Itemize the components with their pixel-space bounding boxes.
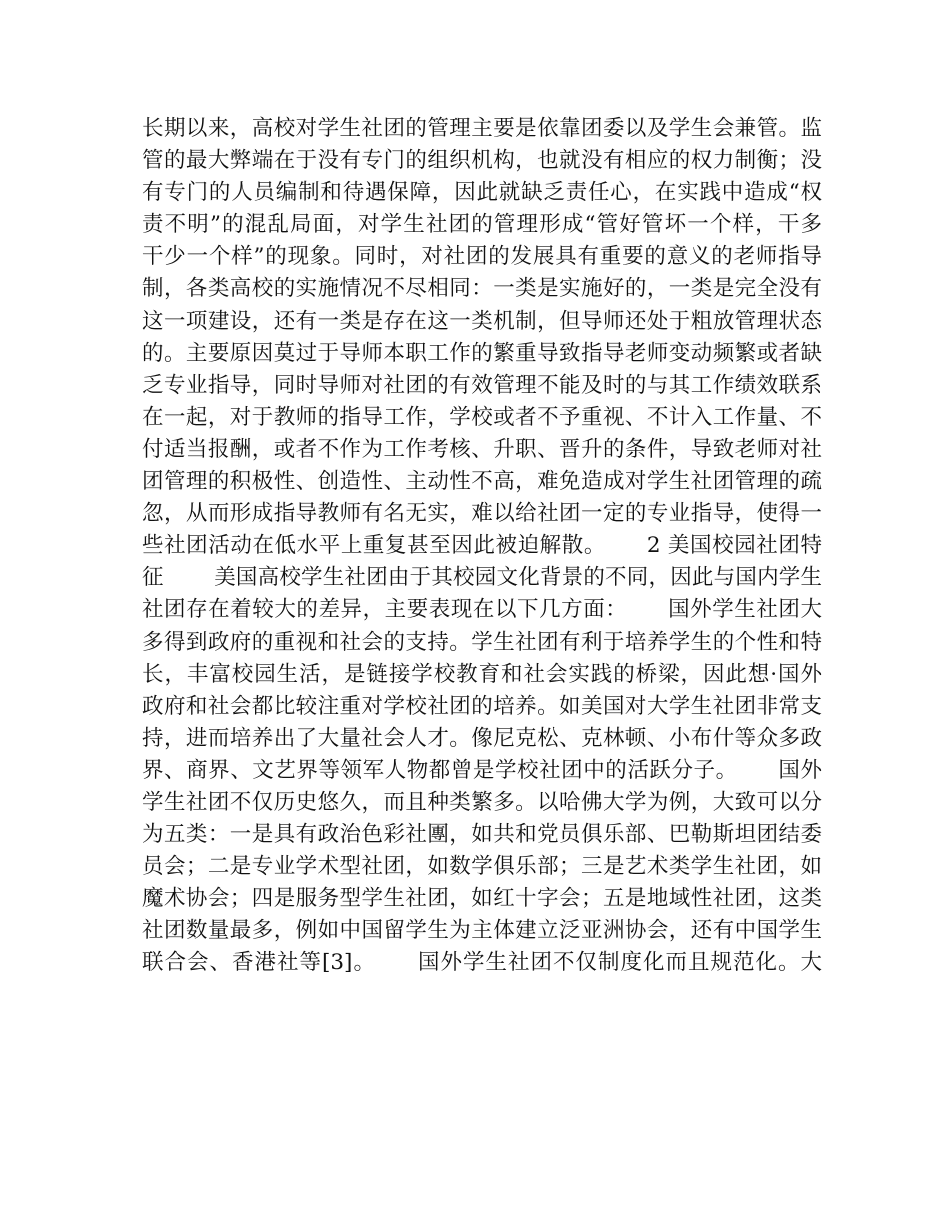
text-line: 乏专业指导，同时导师对社团的有效管理不能及时的与其工作绩效联系 (142, 372, 822, 398)
text-line: 为五类：一是具有政治色彩社團，如共和党员俱乐部、巴勒斯坦团结委 (142, 822, 822, 848)
text-line: 在一起，对于教师的指导工作，学校或者不予重视、不计入工作量、不 (142, 404, 822, 430)
body-text (142, 113, 822, 980)
text-line: 联合会、香港社等[3]。 国外学生社团不仅制度化而且规范化。大 (142, 950, 822, 976)
text-line: 政府和社会都比较注重对学校社团的培养。如美国对大学生社团非常支 (142, 693, 822, 719)
text-line: 的。主要原因莫过于导师本职工作的繁重导致指导老师变动频繁或者缺 (142, 340, 822, 366)
text-line: 长，丰富校园生活，是链接学校教育和社会实践的桥梁，因此想·国外 (142, 661, 822, 687)
text-line: 些社团活动在低水平上重复甚至因此被迫解散。 2 美国校园社团特 (142, 533, 822, 559)
text-line: 忽，从而形成指导教师有名无实，难以给社团一定的专业指导，使得一 (142, 501, 822, 527)
text-line: 魔术协会；四是服务型学生社团，如红十字会；五是地域性社团，这类 (142, 886, 822, 912)
text-line: 干少一个样”的现象。同时，对社团的发展具有重要的意义的老师指导 (142, 244, 822, 270)
text-line: 付适当报酬，或者不作为工作考核、升职、晋升的条件，导致老师对社 (142, 436, 822, 462)
text-line: 社团数量最多，例如中国留学生为主体建立泛亚洲协会，还有中国学生 (142, 918, 822, 944)
text-line: 管的最大弊端在于没有专门的组织机构，也就没有相应的权力制衡；没 (142, 148, 822, 174)
text-line: 责不明”的混乱局面，对学生社团的管理形成“管好管坏一个样，干多 (142, 212, 822, 238)
text-line: 征 美国高校学生社团由于其校园文化背景的不同，因此与国内学生 (142, 565, 822, 591)
text-line: 制，各类高校的实施情况不尽相同：一类是实施好的，一类是完全没有 (142, 276, 822, 302)
text-line: 多得到政府的重视和社会的支持。学生社团有利于培养学生的个性和特 (142, 629, 822, 655)
text-line: 学生社团不仅历史悠久，而且种类繁多。以哈佛大学为例，大致可以分 (142, 789, 822, 815)
text-line: 团管理的积极性、创造性、主动性不高，难免造成对学生社团管理的疏 (142, 469, 822, 495)
text-line: 社团存在着较大的差异，主要表现在以下几方面： 国外学生社团大 (142, 597, 822, 623)
text-line: 员会；二是专业学术型社团，如数学俱乐部；三是艺术类学生社团，如 (142, 854, 822, 880)
text-line: 长期以来，高校对学生社团的管理主要是依靠团委以及学生会兼管。监 (142, 116, 822, 141)
text-line: 界、商界、文艺界等领军人物都曾是学校社团中的活跃分子。 国外 (142, 757, 822, 783)
text-line: 持，进而培养出了大量社会人才。像尼克松、克林顿、小布什等众多政 (142, 725, 822, 751)
text-line: 这一项建设，还有一类是存在这一类机制，但导师还处于粗放管理状态 (142, 308, 822, 334)
text-line: 有专门的人员编制和待遇保障，因此就缺乏责任心，在实践中造成“权 (142, 180, 822, 206)
